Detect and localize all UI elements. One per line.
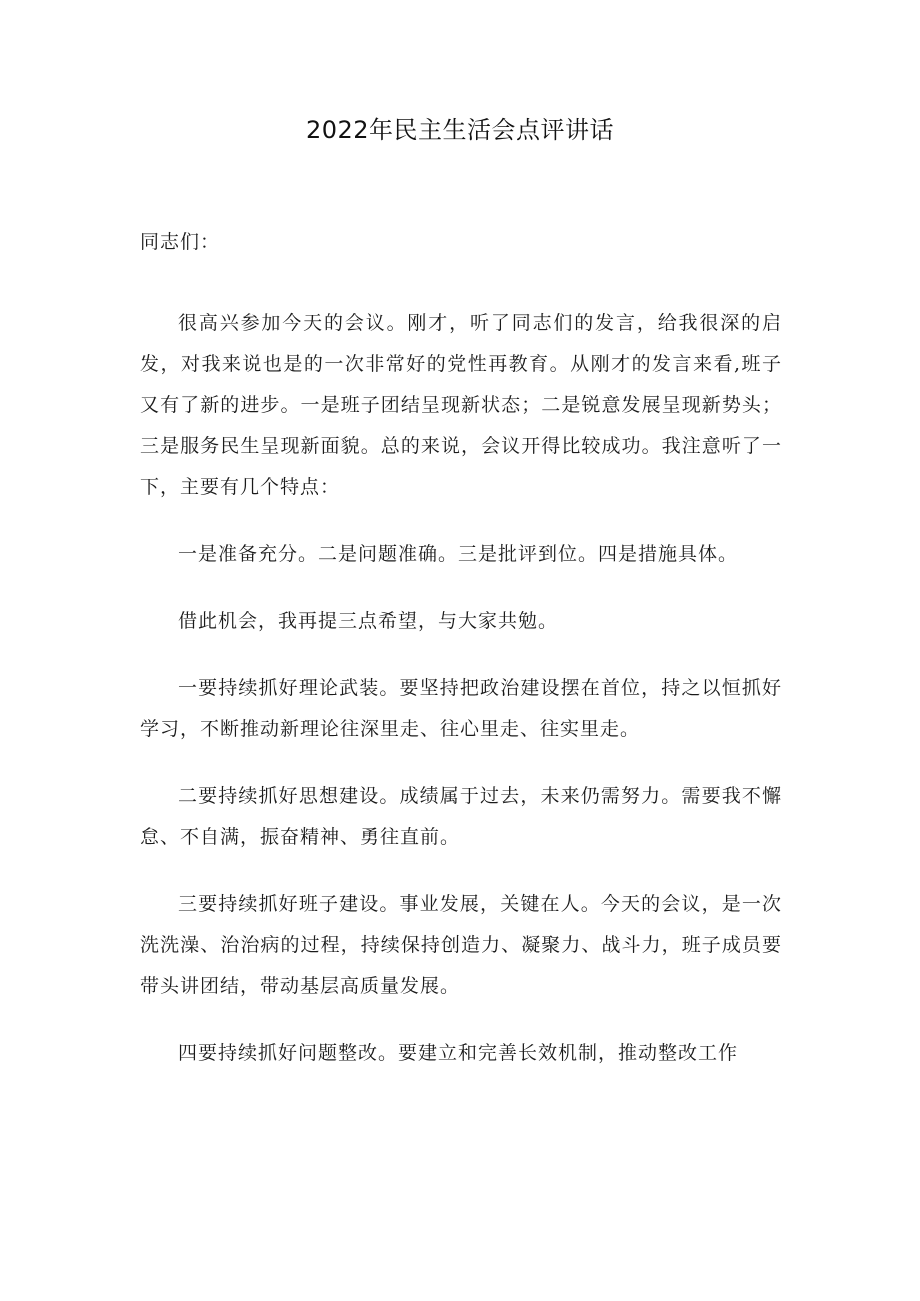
paragraph-features: 一是准备充分。二是问题准确。三是批评到位。四是措施具体。 bbox=[178, 543, 739, 565]
paragraph-hopes-intro: 借此机会，我再提三点希望，与大家共勉。 bbox=[178, 610, 559, 632]
paragraph-thought: 二要持续抓好思想建设。成绩属于过去，未来仍需努力。需要我不懈怠、不自满，振奋精神、勇往直前。 bbox=[140, 785, 782, 848]
document-title: 2022年民主生活会点评讲话 bbox=[305, 116, 615, 144]
paragraph-theory: 一要持续抓好理论武装。要坚持把政治建设摆在首位，持之以恒抓好学习，不断推动新理论往深里走、往心里走、往实里走。 bbox=[140, 677, 782, 740]
paragraph-team: 三要持续抓好班子建设。事业发展，关键在人。今天的会议，是一次洗洗澡、治治病的过程，持续保持创造力、凝聚力、战斗力，班子成员要带头讲团结，带动基层高质量发展。 bbox=[140, 893, 782, 997]
paragraph-opening: 很高兴参加今天的会议。刚才，听了同志们的发言，给我很深的启发，对我来说也是的一次非常好的党性再教育。从刚才的发言来看,班子又有了新的进步。一是班子团结呈现新状态；二是锐意发展呈现新势头；三是服务民生呈现新面貌。总的来说，会议开得比较成功。我注意听了一下，主要有几个特点： bbox=[140, 312, 782, 498]
document-body bbox=[140, 222, 782, 1100]
greeting: 同志们： bbox=[140, 231, 221, 253]
paragraph-rectification: 四要持续抓好问题整改。要建立和完善长效机制，推动整改工作 bbox=[178, 1042, 739, 1064]
